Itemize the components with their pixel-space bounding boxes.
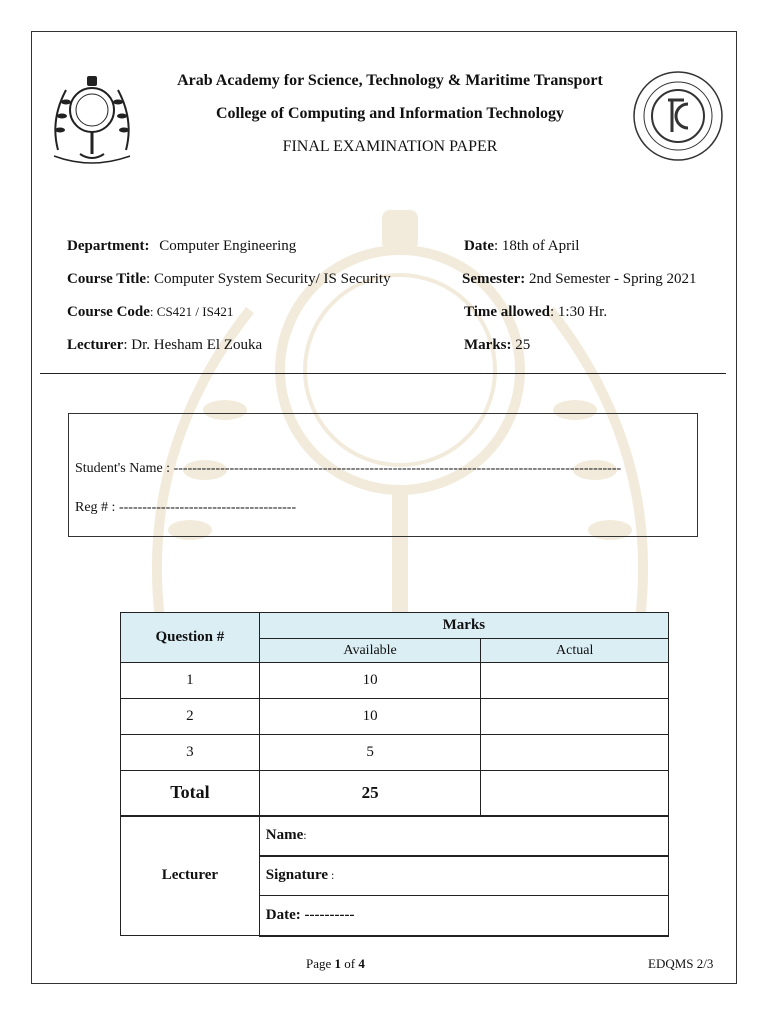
- question-cell: 1: [121, 663, 260, 699]
- available-cell: 10: [259, 663, 481, 699]
- reg-number-label: Reg # :: [75, 500, 119, 515]
- total-actual-cell[interactable]: [481, 771, 669, 816]
- question-number-header: Question #: [121, 613, 260, 663]
- question-cell: 3: [121, 735, 260, 771]
- lecturer-signature-colon: :: [328, 868, 335, 883]
- available-header: Available: [259, 639, 481, 663]
- lecturer-name-colon: :: [303, 828, 307, 842]
- date-label: Date: [464, 238, 494, 254]
- document-code: EDQMS 2/3: [648, 956, 714, 971]
- lecturer-row: [67, 337, 262, 354]
- available-cell: 10: [259, 699, 481, 735]
- marks-label: Marks:: [464, 337, 512, 353]
- marks-table: [120, 612, 669, 937]
- department-value: Computer Engineering: [159, 238, 297, 254]
- college-seal-logo: [632, 70, 724, 162]
- lecturer-name-field[interactable]: [259, 816, 668, 856]
- lecturer-signature-field[interactable]: [259, 856, 668, 896]
- page-number: [306, 956, 365, 972]
- available-cell: 5: [259, 735, 481, 771]
- lecturer-name-row: [121, 816, 669, 856]
- table-row: [121, 699, 669, 735]
- marks-row: [464, 337, 530, 354]
- lecturer-signature-label: Signature: [265, 867, 329, 884]
- college-name: College of Computing and Information Technology: [215, 105, 565, 122]
- semester-label: Semester:: [462, 271, 526, 287]
- course-code-row: [67, 304, 233, 321]
- time-allowed-label: Time allowed: [464, 304, 550, 320]
- date-row: [464, 238, 579, 255]
- reg-number-blank: --------------------------------------: [118, 500, 297, 515]
- department-label: Department:: [67, 238, 150, 254]
- total-value: 25: [259, 771, 481, 816]
- header-divider: [40, 373, 726, 374]
- total-label: Total: [121, 771, 260, 816]
- department-row: [67, 238, 296, 255]
- semester-row: [462, 271, 697, 288]
- course-code-label: Course Code: [67, 304, 150, 320]
- reg-number-line[interactable]: [75, 500, 296, 516]
- actual-header: Actual: [481, 639, 669, 663]
- question-cell: 2: [121, 699, 260, 735]
- time-allowed-row: [464, 304, 607, 321]
- semester-value: 2nd Semester - Spring 2021: [529, 271, 697, 287]
- paper-title: FINAL EXAMINATION PAPER: [282, 138, 498, 155]
- actual-cell[interactable]: [481, 735, 669, 771]
- course-title-row: [67, 271, 391, 288]
- student-name-label: Student's Name :: [75, 461, 174, 476]
- course-title-value: : Computer System Security/ IS Security: [146, 271, 391, 287]
- total-row: [121, 771, 669, 816]
- institution-name: Arab Academy for Science, Technology & Maritime Transport: [177, 72, 603, 89]
- lecturer-value: : Dr. Hesham El Zouka: [123, 337, 263, 353]
- time-allowed-value: : 1:30 Hr.: [549, 304, 608, 320]
- student-name-line[interactable]: [75, 461, 691, 477]
- student-name-blank: ------------------------------------------------------------------------------------------------: [173, 461, 622, 476]
- table-row: [121, 663, 669, 699]
- actual-cell[interactable]: [481, 663, 669, 699]
- course-code-value: : CS421 / IS421: [149, 304, 234, 319]
- lecturer-label: Lecturer: [67, 337, 124, 353]
- date-value: : 18th of April: [494, 238, 580, 254]
- actual-cell[interactable]: [481, 699, 669, 735]
- page-of: of: [341, 956, 359, 971]
- marks-header: Marks: [259, 613, 668, 639]
- page-current: 1: [334, 956, 342, 971]
- lecturer-section-label: Lecturer: [121, 816, 260, 936]
- course-title-label: Course Title: [67, 271, 147, 287]
- page-prefix: Page: [306, 956, 335, 971]
- page-total: 4: [358, 956, 365, 971]
- lecturer-name-label: Name: [265, 827, 304, 843]
- table-row: [121, 735, 669, 771]
- student-info-box: [68, 413, 698, 537]
- lecturer-date-field[interactable]: Date: ----------: [259, 896, 668, 936]
- academy-emblem-logo: [44, 70, 140, 166]
- marks-value: 25: [515, 337, 531, 353]
